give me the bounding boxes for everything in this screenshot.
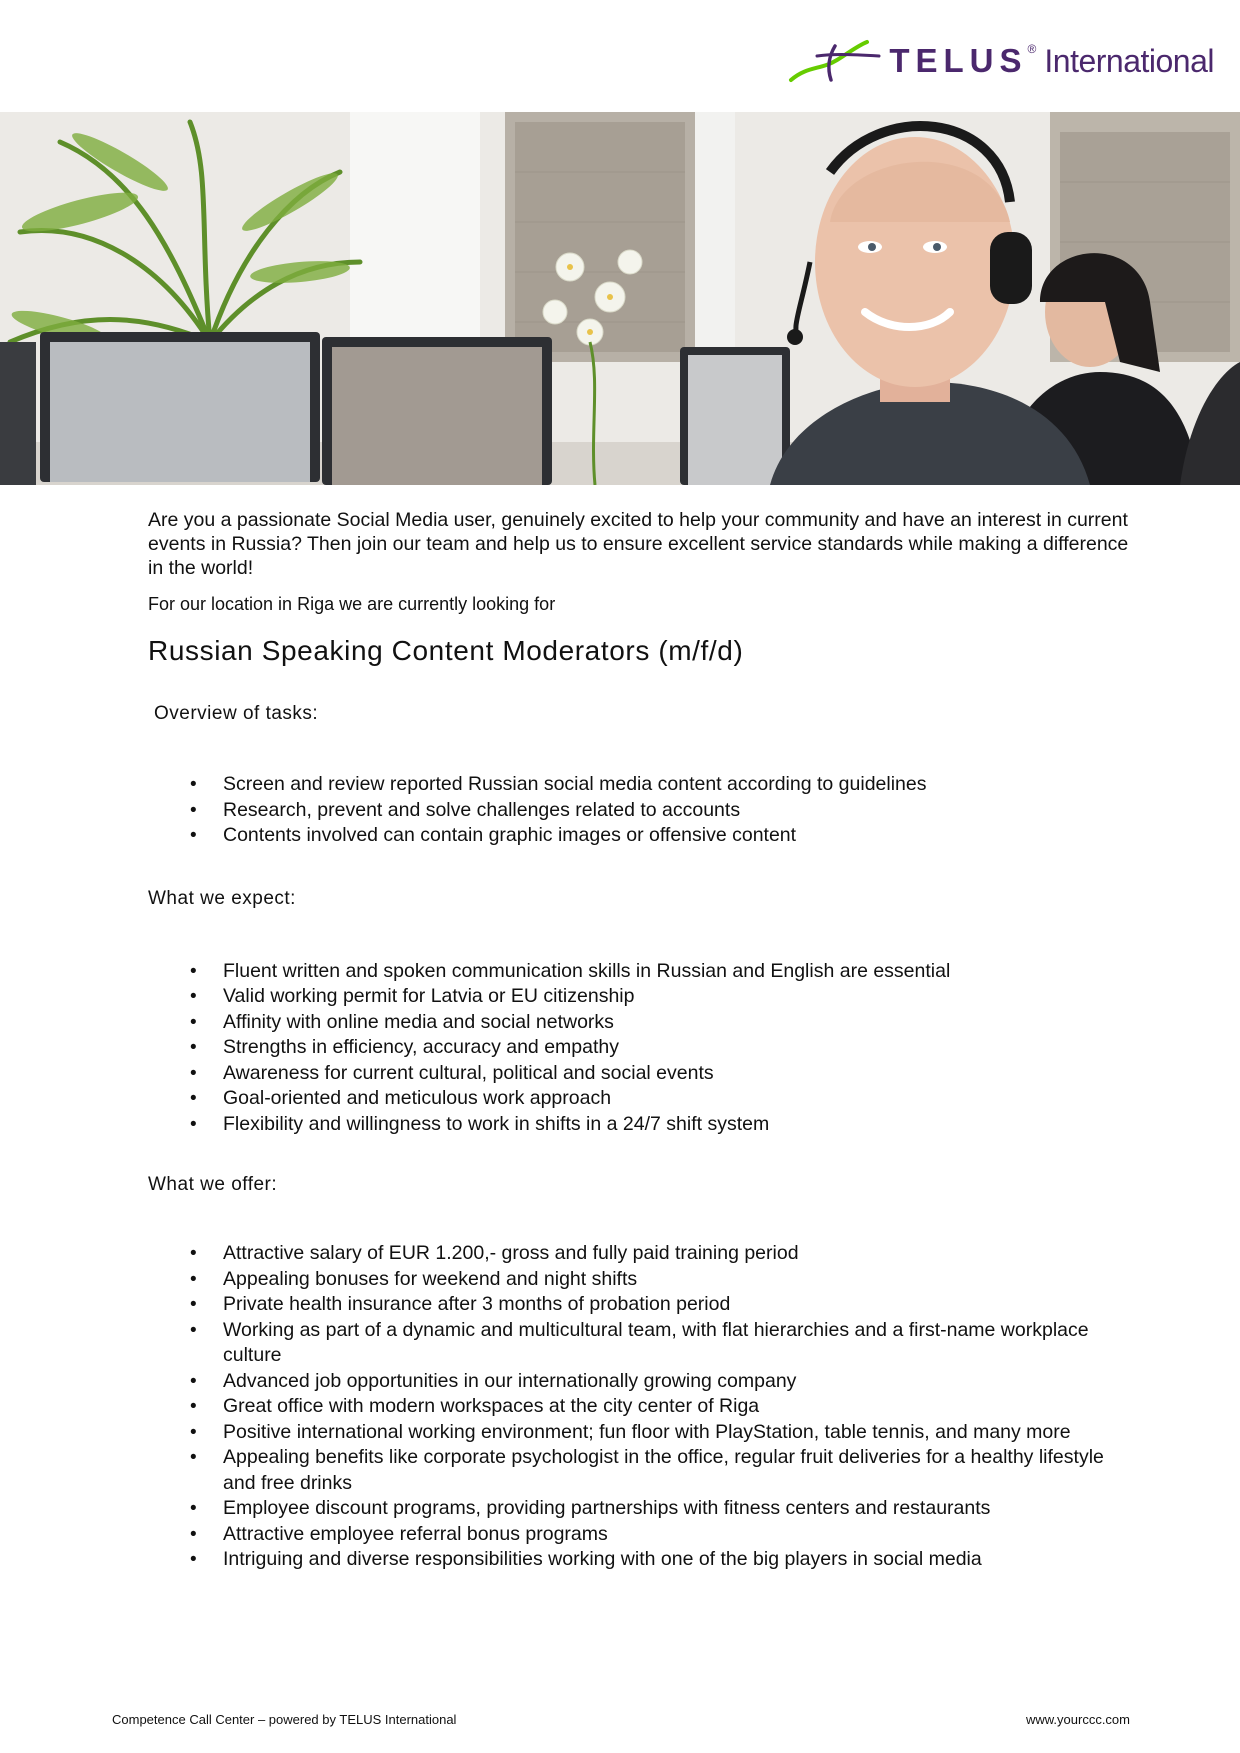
expect-item: • Valid working permit for Latvia or EU citizenship — [148, 984, 1138, 1010]
offer-item: • Positive international working environment; fun floor with PlayStation, table tennis, and many more — [148, 1420, 1138, 1446]
logo-wordmark: TELUS — [889, 42, 1028, 79]
footer-website-link[interactable]: www.yourccc.com — [1025, 1712, 1130, 1727]
task-item: • Contents involved can contain graphic images or offensive content — [148, 823, 1138, 849]
expect-heading: What we expect: — [148, 887, 296, 909]
job-title: Russian Speaking Content Moderators (m/f/d) — [148, 635, 744, 666]
registered-mark: ® — [1027, 42, 1037, 56]
tasks-list — [148, 772, 1138, 849]
footer-company: Competence Call Center – powered by TELUS International — [112, 1712, 457, 1727]
expect-item: • Affinity with online media and social networks — [148, 1010, 1138, 1036]
page-footer — [112, 1712, 1130, 1727]
task-item: • Research, prevent and solve challenges related to accounts — [148, 798, 1138, 824]
offer-item: • Intriguing and diverse responsibilities working with one of the big players in social media — [148, 1547, 1138, 1573]
offer-item: • Attractive employee referral bonus programs — [148, 1522, 1138, 1548]
expect-item: • Awareness for current cultural, political and social events — [148, 1061, 1138, 1087]
job-posting-content — [148, 508, 1138, 1573]
telus-logo — [787, 36, 1214, 86]
offer-item: • Attractive salary of EUR 1.200,- gross and fully paid training period — [148, 1241, 1138, 1267]
offer-item: • Employee discount programs, providing partnerships with fitness centers and restaurants — [148, 1496, 1138, 1522]
location-line: For our location in Riga we are currently looking for — [148, 594, 556, 614]
expect-item: • Fluent written and spoken communication skills in Russian and English are essential — [148, 959, 1138, 985]
hero-photo — [0, 112, 1240, 485]
expect-item: • Strengths in efficiency, accuracy and empathy — [148, 1035, 1138, 1061]
expect-item: • Flexibility and willingness to work in shifts in a 24/7 shift system — [148, 1112, 1138, 1138]
offer-item: • Advanced job opportunities in our internationally growing company — [148, 1369, 1138, 1395]
offer-heading: What we offer: — [148, 1174, 278, 1195]
logo-suffix: International — [1044, 42, 1214, 79]
call-center-agent-photo-icon — [0, 112, 1240, 485]
offer-item: • Great office with modern workspaces at the city center of Riga — [148, 1394, 1138, 1420]
offer-item: • Working as part of a dynamic and multicultural team, with flat hierarchies and a first-name workplace culture — [148, 1318, 1138, 1369]
offer-item: • Private health insurance after 3 months of probation period — [148, 1292, 1138, 1318]
tasks-heading: Overview of tasks: — [154, 703, 319, 724]
offer-list — [148, 1241, 1138, 1573]
intro-paragraph: Are you a passionate Social Media user, genuinely excited to help your community and have an interest in current events in Russia? Then join our team and help us to ensure excellent service standards while making a difference in the world! — [148, 509, 1129, 579]
expect-list — [148, 959, 1138, 1138]
task-item: • Screen and review reported Russian social media content according to guidelines — [148, 772, 1138, 798]
offer-item: • Appealing benefits like corporate psychologist in the office, regular fruit deliveries for a healthy lifestyle and free drinks — [148, 1445, 1138, 1496]
telus-leaf-icon — [787, 36, 883, 86]
expect-item: • Goal-oriented and meticulous work approach — [148, 1086, 1138, 1112]
offer-item: • Appealing bonuses for weekend and night shifts — [148, 1267, 1138, 1293]
